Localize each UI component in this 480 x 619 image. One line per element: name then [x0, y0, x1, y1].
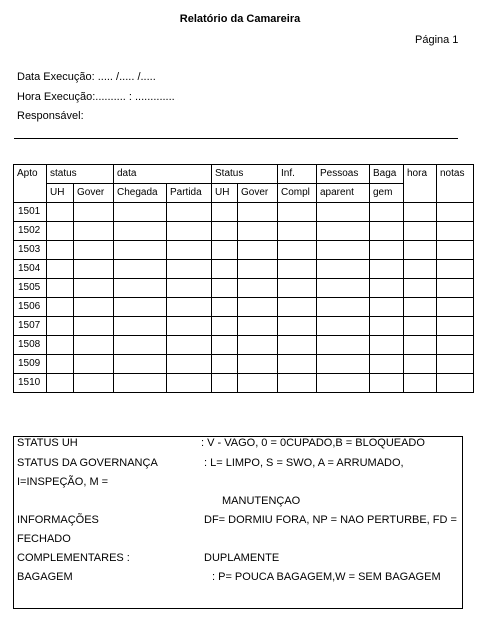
- table-cell: [437, 241, 474, 260]
- legend-fechado: FECHADO: [17, 533, 71, 545]
- table-cell: [278, 317, 317, 336]
- table-cell: [370, 336, 404, 355]
- table-cell: [317, 374, 370, 393]
- table-cell: [404, 203, 437, 222]
- table-cell: [167, 260, 212, 279]
- table-cell: [114, 317, 167, 336]
- table-cell: [437, 203, 474, 222]
- table-cell: [47, 241, 74, 260]
- table-cell: [278, 222, 317, 241]
- table-cell: [317, 203, 370, 222]
- table-cell: [370, 374, 404, 393]
- table-body: [14, 203, 474, 393]
- table-row: [14, 222, 474, 241]
- legend-bagagem-value: : P= POUCA BAGAGEM,W = SEM BAGAGEM: [212, 571, 441, 583]
- table-cell: [404, 260, 437, 279]
- legend-status-uh-value: : V - VAGO, 0 = 0CUPADO,B = BLOQUEADO: [201, 437, 425, 449]
- table-cell: [47, 317, 74, 336]
- table-cell: [212, 203, 238, 222]
- table-cell: [114, 298, 167, 317]
- table-cell: [167, 336, 212, 355]
- table-cell: [74, 355, 114, 374]
- table-cell: [404, 241, 437, 260]
- legend-status-gov-cont: I=INSPEÇÃO, M =: [17, 476, 109, 488]
- subheader-uh: UH: [47, 184, 74, 203]
- apto-number: 1508: [14, 336, 47, 355]
- table-cell: [238, 203, 278, 222]
- table-cell: [212, 222, 238, 241]
- table-cell: [404, 355, 437, 374]
- table-cell: [167, 222, 212, 241]
- table-cell: [212, 355, 238, 374]
- table-cell: [74, 279, 114, 298]
- table-cell: [238, 336, 278, 355]
- table-row: [14, 241, 474, 260]
- table-cell: [370, 298, 404, 317]
- responsible-field: Responsável:: [17, 110, 84, 122]
- table-cell: [114, 374, 167, 393]
- table-cell: [404, 336, 437, 355]
- table-cell: [74, 260, 114, 279]
- subheader-gem: gem: [370, 184, 404, 203]
- table-cell: [212, 298, 238, 317]
- table-cell: [47, 222, 74, 241]
- signature-line: [14, 138, 458, 139]
- table-cell: [167, 355, 212, 374]
- apto-number: 1502: [14, 222, 47, 241]
- table-cell: [437, 317, 474, 336]
- header-inf: Inf.: [278, 165, 317, 184]
- header-apto: Apto: [14, 165, 47, 203]
- table-row: [14, 298, 474, 317]
- table-cell: [317, 336, 370, 355]
- table-cell: [114, 279, 167, 298]
- table-cell: [404, 298, 437, 317]
- table-cell: [278, 279, 317, 298]
- subheader-gover: Gover: [74, 184, 114, 203]
- apto-number: 1503: [14, 241, 47, 260]
- table-cell: [278, 298, 317, 317]
- room-status-table: [13, 164, 474, 393]
- legend-status-uh-label: STATUS UH: [17, 437, 78, 449]
- legend-info-value: DF= DORMIU FORA, NP = NAO PERTURBE, FD =: [204, 514, 457, 526]
- table-cell: [278, 374, 317, 393]
- table-cell: [47, 298, 74, 317]
- legend-complementares: COMPLEMENTARES :: [17, 552, 130, 564]
- table-cell: [74, 203, 114, 222]
- table-cell: [212, 260, 238, 279]
- table-cell: [370, 279, 404, 298]
- table-cell: [74, 298, 114, 317]
- table-cell: [278, 336, 317, 355]
- header-baga: Baga: [370, 165, 404, 184]
- table-row: [14, 317, 474, 336]
- table-cell: [317, 241, 370, 260]
- table-cell: [47, 260, 74, 279]
- table-cell: [212, 374, 238, 393]
- table-row: [14, 355, 474, 374]
- header-pessoas: Pessoas: [317, 165, 370, 184]
- table-cell: [212, 317, 238, 336]
- table-cell: [317, 298, 370, 317]
- legend-bagagem-label: BAGAGEM: [17, 571, 73, 583]
- apto-number: 1510: [14, 374, 47, 393]
- table-cell: [167, 317, 212, 336]
- table-cell: [238, 260, 278, 279]
- legend-info-label: INFORMAÇÕES: [17, 514, 99, 526]
- table-cell: [238, 222, 278, 241]
- table-row: [14, 203, 474, 222]
- table-cell: [238, 298, 278, 317]
- table-cell: [74, 241, 114, 260]
- table-cell: [167, 374, 212, 393]
- subheader-aparent: aparent: [317, 184, 370, 203]
- legend-status-gov-value: : L= LIMPO, S = SWO, A = ARRUMADO,: [204, 457, 404, 469]
- apto-number: 1505: [14, 279, 47, 298]
- table-header-row: [14, 165, 474, 184]
- table-row: [14, 374, 474, 393]
- table-cell: [317, 355, 370, 374]
- table-cell: [370, 260, 404, 279]
- table-cell: [114, 260, 167, 279]
- table-cell: [212, 241, 238, 260]
- table-cell: [212, 279, 238, 298]
- table-cell: [238, 279, 278, 298]
- legend-box: [13, 436, 463, 609]
- subheader-partida: Partida: [167, 184, 212, 203]
- table-cell: [404, 222, 437, 241]
- subheader-chegada: Chegada: [114, 184, 167, 203]
- table-cell: [238, 355, 278, 374]
- header-status-2: Status: [212, 165, 278, 184]
- legend-status-gov-label: STATUS DA GOVERNANÇA: [17, 457, 158, 469]
- table-cell: [167, 279, 212, 298]
- table-cell: [74, 222, 114, 241]
- table-cell: [114, 203, 167, 222]
- page-number: Página 1: [415, 34, 459, 46]
- table-cell: [437, 355, 474, 374]
- apto-number: 1506: [14, 298, 47, 317]
- table-cell: [114, 241, 167, 260]
- table-cell: [278, 355, 317, 374]
- execution-time-field: Hora Execução:.......... : .............: [17, 91, 175, 103]
- table-cell: [317, 317, 370, 336]
- table-cell: [74, 336, 114, 355]
- table-cell: [437, 298, 474, 317]
- table-cell: [278, 241, 317, 260]
- apto-number: 1509: [14, 355, 47, 374]
- table-cell: [47, 203, 74, 222]
- table-row: [14, 279, 474, 298]
- table-row: [14, 336, 474, 355]
- apto-number: 1507: [14, 317, 47, 336]
- table-cell: [317, 260, 370, 279]
- apto-number: 1504: [14, 260, 47, 279]
- table-cell: [238, 241, 278, 260]
- legend-manutencao: MANUTENÇAO: [222, 495, 301, 507]
- header-hora: hora: [404, 165, 437, 203]
- table-cell: [278, 203, 317, 222]
- report-title: Relatório da Camareira: [179, 13, 301, 25]
- table-cell: [278, 260, 317, 279]
- table-cell: [167, 203, 212, 222]
- table-cell: [404, 279, 437, 298]
- table-cell: [370, 203, 404, 222]
- header-data: data: [114, 165, 212, 184]
- table-cell: [47, 336, 74, 355]
- table-cell: [370, 317, 404, 336]
- table-cell: [47, 355, 74, 374]
- subheader-uh-2: UH: [212, 184, 238, 203]
- table-cell: [437, 279, 474, 298]
- table-cell: [167, 241, 212, 260]
- table-cell: [114, 355, 167, 374]
- table-cell: [238, 374, 278, 393]
- header-status: status: [47, 165, 114, 184]
- table-cell: [370, 241, 404, 260]
- table-cell: [437, 260, 474, 279]
- execution-date-field: Data Execução: ..... /..... /.....: [17, 71, 156, 83]
- table-cell: [238, 317, 278, 336]
- table-cell: [212, 336, 238, 355]
- table-cell: [437, 374, 474, 393]
- table-cell: [404, 317, 437, 336]
- table-cell: [167, 298, 212, 317]
- table-cell: [437, 336, 474, 355]
- legend-duplamente: DUPLAMENTE: [204, 552, 280, 564]
- table-cell: [74, 374, 114, 393]
- table-cell: [370, 222, 404, 241]
- table-cell: [47, 374, 74, 393]
- apto-number: 1501: [14, 203, 47, 222]
- table-cell: [114, 222, 167, 241]
- table-row: [14, 260, 474, 279]
- table-cell: [437, 222, 474, 241]
- table-cell: [317, 279, 370, 298]
- subheader-gover-2: Gover: [238, 184, 278, 203]
- table-cell: [404, 374, 437, 393]
- subheader-compl: Compl: [278, 184, 317, 203]
- table-cell: [74, 317, 114, 336]
- header-notas: notas: [437, 165, 474, 203]
- table-cell: [114, 336, 167, 355]
- table-cell: [317, 222, 370, 241]
- table-cell: [47, 279, 74, 298]
- table-cell: [370, 355, 404, 374]
